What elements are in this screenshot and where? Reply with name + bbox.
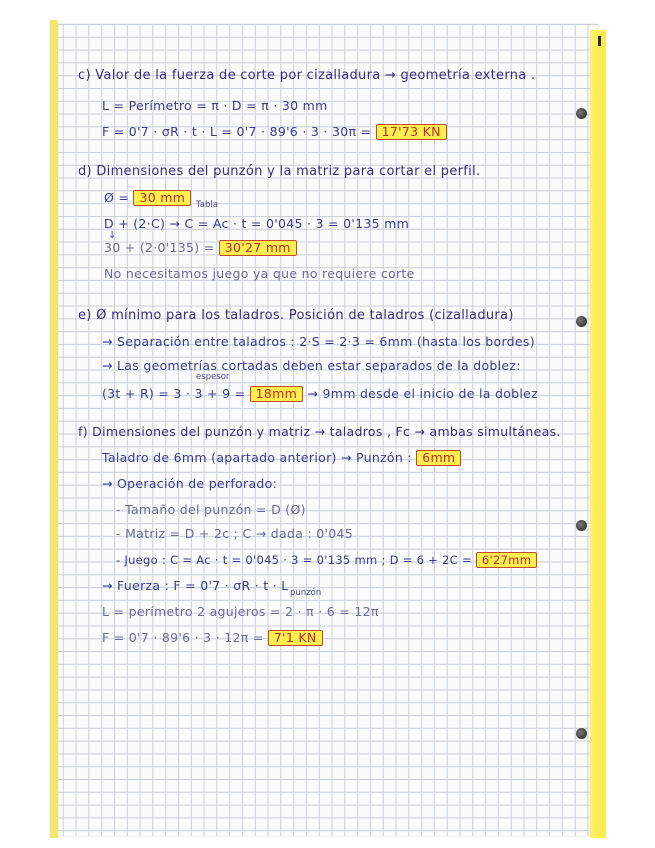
section-c-result: 17'73 KN xyxy=(376,124,447,140)
diameter-value: 30 mm xyxy=(133,190,191,206)
drill-punch-text: Taladro de 6mm (apartado anterior) → Punzón : xyxy=(102,450,412,465)
espesor-note: espesor xyxy=(196,372,230,382)
section-d-line3 xyxy=(104,240,297,256)
section-c-line1: L = Perímetro = π · D = π · 30 mm xyxy=(102,98,328,113)
section-f-line2: → Operación de perforado: xyxy=(102,476,278,491)
edge-mark xyxy=(598,36,601,46)
clearance-formula: - Juego : C = Ac · t = 0'045 · 3 = 0'135 mm ; D = 6 + 2C = xyxy=(116,553,472,567)
tabla-note: Tabla xyxy=(196,200,218,210)
fold-distance-note: → 9mm desde el inicio de la doblez xyxy=(307,386,539,401)
notebook-edge-right xyxy=(590,30,606,838)
section-d-diameter xyxy=(104,190,191,206)
force-formula: F = 0'7 · 89'6 · 3 · 12π = xyxy=(102,630,264,645)
section-c-formula: F = 0'7 · σR · t · L = 0'7 · 89'6 · 3 · 30π = xyxy=(102,124,372,139)
section-f-line4: - Matriz = D + 2c ; C → dada : 0'045 xyxy=(116,526,353,541)
section-e-line3 xyxy=(102,386,538,402)
section-c-title: c) Valor de la fuerza de corte por cizalladura → geometría externa . xyxy=(78,68,536,83)
section-f-line5 xyxy=(116,552,537,568)
section-d-line4: No necesitamos juego ya que no requiere corte xyxy=(104,266,415,281)
section-f-title: f) Dimensiones del punzón y matriz → taladros , Fc → ambas simultáneas. xyxy=(78,424,561,439)
section-f-line1 xyxy=(102,450,461,466)
section-e-title: e) Ø mínimo para los taladros. Posición de taladros (cizalladura) xyxy=(78,308,514,323)
section-c-line2 xyxy=(102,124,447,140)
matrix-formula: 30 + (2·0'135) = xyxy=(104,240,215,255)
notebook-edge-left xyxy=(50,20,58,838)
force-result: 7'1 KN xyxy=(268,630,323,646)
diameter-label: Ø = xyxy=(104,190,130,205)
drill-punch-result: 6mm xyxy=(416,450,461,466)
section-e-line2: → Las geometrías cortadas deben estar separados de la doblez: xyxy=(102,358,521,373)
section-f-line3: - Tamaño del punzón = D (Ø) xyxy=(116,502,306,517)
punzon-note: punzón xyxy=(290,588,322,598)
section-d-title: d) Dimensiones del punzón y la matriz para cortar el perfil. xyxy=(78,164,481,179)
fold-distance-result: 18mm xyxy=(250,386,303,402)
down-arrow-icon: ↓ xyxy=(108,230,117,241)
fold-distance-formula: (3t + R) = 3 · 3 + 9 = xyxy=(102,386,246,401)
section-f-line6: → Fuerza : F = 0'7 · σR · t · L xyxy=(102,578,289,593)
section-f-line7: L = perímetro 2 agujeros = 2 · π · 6 = 12π xyxy=(102,604,379,619)
clearance-result: 6'27mm xyxy=(476,552,537,568)
section-f-line8 xyxy=(102,630,323,646)
handwritten-notes xyxy=(78,0,578,848)
section-d-line2: D + (2·C) → C = Ac · t = 0'045 · 3 = 0'135 mm xyxy=(104,216,410,231)
section-e-line1: → Separación entre taladros : 2·S = 2·3 = 6mm (hasta los bordes) xyxy=(102,334,535,349)
matrix-result: 30'27 mm xyxy=(219,240,297,256)
